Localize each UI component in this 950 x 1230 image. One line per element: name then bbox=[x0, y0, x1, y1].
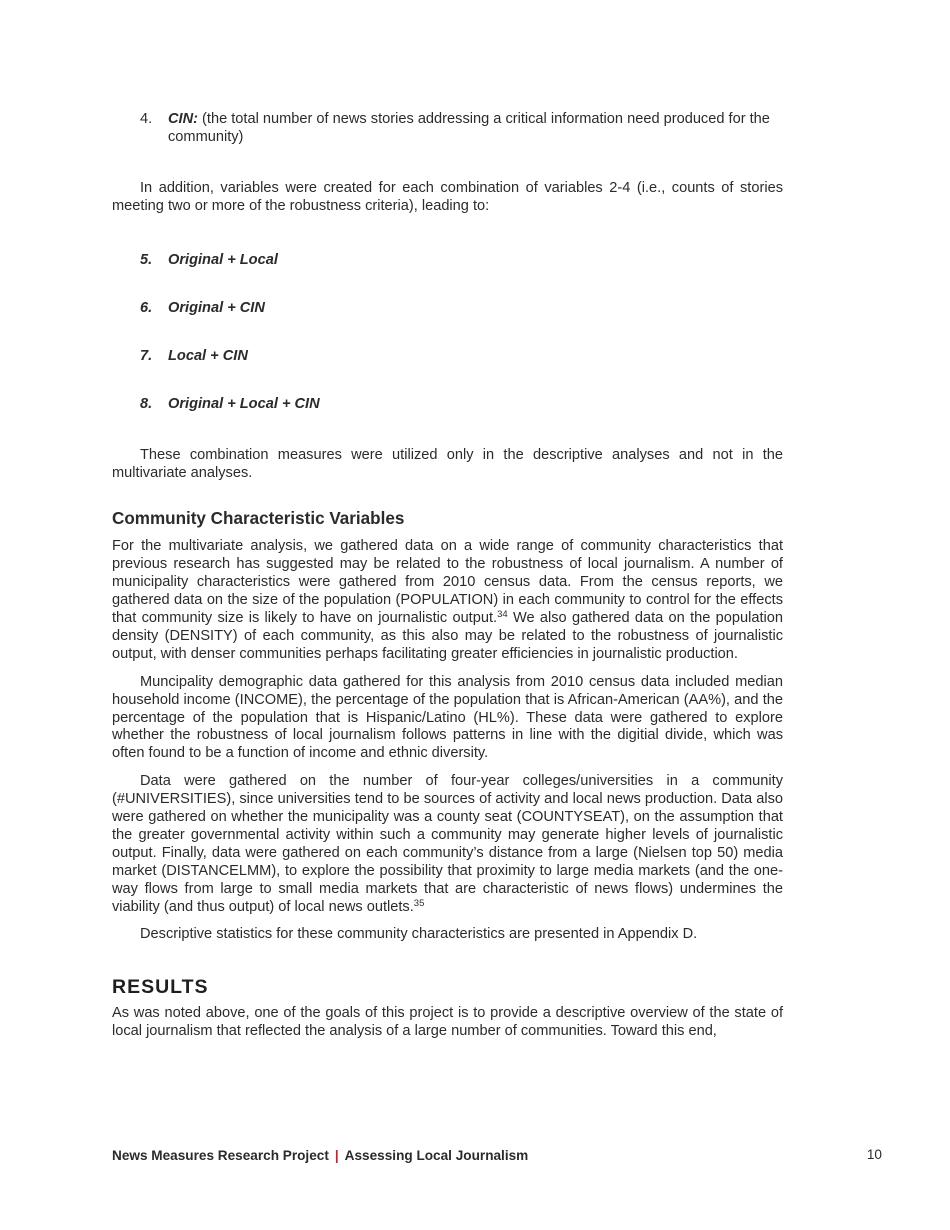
paragraph-universities bbox=[112, 773, 783, 916]
combination-number: 7. bbox=[140, 347, 153, 364]
paragraph-multivariate-part-a: For the multivariate analysis, we gathered data on a wide range of community characteristics that previous research has suggested may be related to the robustness of local journalism. A number of municipality characteristics were gathered from 2010 census data. From the census reports, we gathered data on the size of the population (POPULATION) in each community to control for the effects that community size is likely to have on journalistic output. bbox=[112, 538, 783, 626]
combination-item bbox=[112, 348, 783, 366]
combination-label: Original + CIN bbox=[168, 299, 265, 316]
combination-item bbox=[112, 300, 783, 318]
footnote-marker-34: 34 bbox=[497, 608, 508, 620]
footer-project-name: News Measures Research Project bbox=[112, 1148, 329, 1163]
combination-label: Original + Local + CIN bbox=[168, 395, 320, 412]
combination-label: Original + Local bbox=[168, 251, 278, 268]
combination-item bbox=[112, 396, 783, 414]
footnote-marker-35: 35 bbox=[413, 897, 425, 909]
combination-item bbox=[112, 252, 783, 270]
paragraph-results: As was noted above, one of the goals of this project is to provide a descriptive overview of the state of local journalism that reflected the analysis of a large number of communities. Toward this end, bbox=[112, 1005, 783, 1040]
paragraph-multivariate bbox=[112, 538, 783, 663]
paragraph-multivariate-part-b: We also gathered data on the population density (DENSITY) of each community, as this also may be related to the robustness of journalistic output, with denser communities perhaps facilitating greater efficiencies in journalistic production. bbox=[112, 609, 784, 662]
list-item-number: 4. bbox=[140, 111, 153, 127]
paragraph-universities-text: Data were gathered on the number of four-year colleges/universities in a community (#UNIVERSITIES), since universities tend to be sources of activity and local news production. Data also were gathered on whether the municipality was a county seat (COUNTYSEAT), on the assumption that the greater governmental activity within such a community may generate higher levels of journalistic output. Finally, data were gathered on each community’s distance from a large (Nielsen top 50) media market (DISTANCELMM), to explore the possibility that proximity to large media markets (and the one-way flows from large to small media markets that are characteristic of news flows) undermines the viability (and thus output) of local news outlets. bbox=[112, 773, 783, 915]
page-footer bbox=[112, 1147, 528, 1165]
combination-list bbox=[112, 252, 783, 414]
combination-number: 6. bbox=[140, 299, 153, 316]
combination-label: Local + CIN bbox=[168, 347, 248, 364]
paragraph-demographic: Muncipality demographic data gathered for this analysis from 2010 census data included median household income (INCOME), the percentage of the population that is African-American (AA%), and the percentage of the population that is Hispanic/Latino (HL%). These data were gathered to explore whether the robustness of local journalism follows patterns in line with the digitial divide, which was often found to be a function of income and ethnic diversity. bbox=[112, 673, 783, 762]
footer-document-title: Assessing Local Journalism bbox=[344, 1148, 529, 1163]
section-heading: Community Characteristic Variables bbox=[112, 509, 405, 529]
footer-separator: | bbox=[334, 1148, 339, 1163]
page-number: 10 bbox=[866, 1147, 882, 1162]
paragraph-descriptive: Descriptive statistics for these community characteristics are presented in Appendix D. bbox=[140, 926, 698, 943]
list-item-label: CIN: bbox=[168, 111, 198, 127]
paragraph-addition: In addition, variables were created for each combination of variables 2-4 (i.e., counts of stories meeting two or more of the robustness criteria), leading to: bbox=[112, 179, 783, 214]
list-item-cin bbox=[112, 111, 783, 147]
list-item-text: (the total number of news stories addressing a critical information need produced for the community) bbox=[168, 111, 770, 145]
page-body bbox=[112, 111, 783, 1041]
combination-number: 8. bbox=[140, 395, 153, 412]
combination-number: 5. bbox=[140, 251, 153, 268]
results-heading: RESULTS bbox=[112, 976, 209, 999]
paragraph-combination: These combination measures were utilized only in the descriptive analyses and not in the multivariate analyses. bbox=[112, 446, 783, 481]
